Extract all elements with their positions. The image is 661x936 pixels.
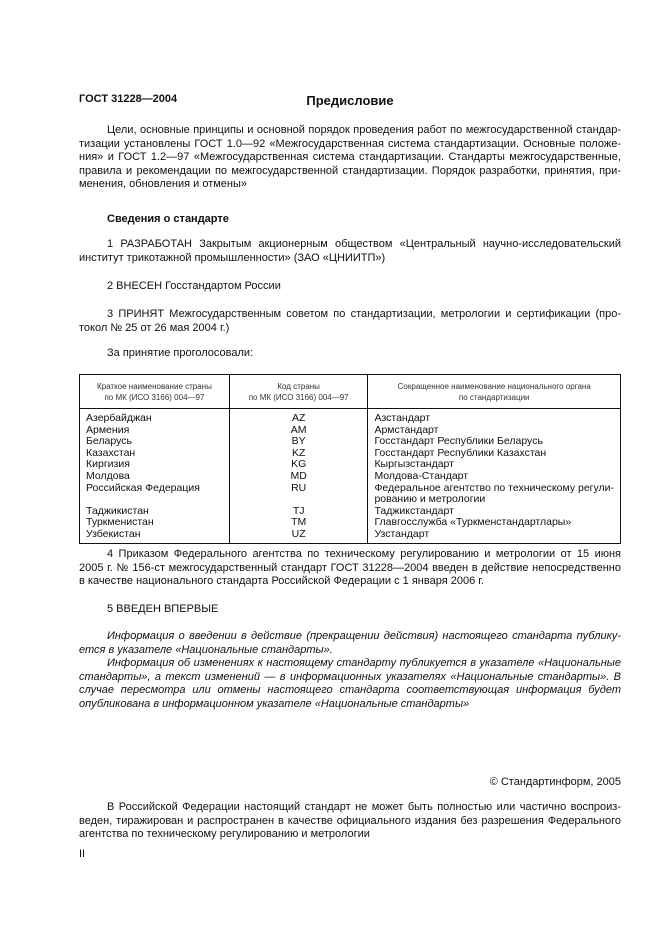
text-line: В Российской Федерации настоящий стандарт не может быть полностью или частично воспроиз- [107, 801, 621, 813]
country-name: Азербайджан [80, 409, 230, 425]
header-line: по МК (ИСО 3166) 004—97 [104, 392, 205, 402]
reproduction-notice [79, 801, 621, 842]
text-line: Информация о введении в действие (прекращении действия) настоящего стандарта публику- [107, 630, 621, 642]
standards-body: Главгосслужба «Туркменстандартлары» [368, 517, 621, 529]
page-number: II [79, 848, 86, 860]
voted-label: За принятие проголосовали: [107, 347, 254, 359]
text-line: токол № 25 от 26 мая 2004 г.) [79, 321, 230, 334]
text-line: тизации установлены ГОСТ 1.0—92 «Межгосударственная система стандартизации. Основные положе- [79, 137, 621, 150]
text-line: в качестве национального стандарта Российской Федерации с 1 января 2006 г. [79, 575, 484, 588]
country-code: TJ [229, 506, 368, 518]
document-header: ГОСТ 31228—2004 [79, 93, 178, 105]
standards-body: Узстандарт [368, 529, 621, 543]
text-line: институт трикотажной промышленности» (ЗАО «ЦНИИТП») [79, 251, 386, 264]
item-4 [79, 548, 621, 589]
text-line: 1 РАЗРАБОТАН Закрытым акционерным обществом «Центральный научно-исследовательский [107, 238, 621, 250]
intro-paragraph [79, 124, 621, 192]
table-row [80, 448, 621, 460]
header-line: Код страны [277, 381, 320, 391]
text-line: 3 ПРИНЯТ Межгосударственным советом по стандартизации, метрологии и сертификации (про- [107, 308, 621, 320]
country-code: AZ [229, 409, 368, 425]
standards-body: Кыргызстандарт [368, 459, 621, 471]
item-2: 2 ВНЕСЕН Госстандартом России [107, 280, 281, 292]
member-countries-table [79, 374, 621, 544]
column-header [229, 375, 368, 409]
standards-body: Армстандарт [368, 425, 621, 437]
text-line: опубликована в информационном указателе «Национальные стандарты» [79, 697, 470, 710]
country-name: Киргизия [80, 459, 230, 471]
item-1 [79, 238, 621, 265]
text-line: ется в указателе «Национальные стандарты». [79, 643, 333, 656]
header-line: Сокращенное наименование национального органа [397, 381, 591, 391]
text-line: стандарты», а текст изменений — в информационных указателях «Национальные стандарты». В [79, 670, 621, 683]
standards-body: Азстандарт [368, 409, 621, 425]
header-line: Краткое наименование страны [97, 381, 212, 391]
text-line: случае пересмотра или отмены настоящего стандарта соответствующая информация будет [79, 684, 621, 697]
text-line: агентства по техническому регулированию и метрологии [79, 828, 370, 841]
text-line: веден, тиражирован и распространен в качестве официального издания без разрешения Федерального [79, 814, 621, 827]
text-line: 4 Приказом Федерального агентства по техническому регулированию и метрологии от 15 июня [107, 548, 621, 560]
table-row [80, 409, 621, 425]
text-line: менения, обновления и отмены» [79, 178, 248, 191]
table-row [80, 529, 621, 543]
country-name: Узбекистан [80, 529, 230, 543]
standards-body: Федеральное агентство по техническому регули- рованию и метрологии [368, 483, 621, 506]
text-line: Цели, основные принципы и основной порядок проведения работ по межгосударственной стандар- [107, 124, 621, 136]
text-line: правила и рекомендации по межгосударственной стандартизации. Порядок разработки, принятия, при- [79, 164, 621, 177]
item-3 [79, 308, 621, 335]
text-line: ния» и ГОСТ 1.2—97 «Межгосударственная система стандартизации. Стандарты межгосударственные, [79, 151, 621, 164]
country-name: Армения [80, 425, 230, 437]
country-code: TM [229, 517, 368, 529]
section-title: Сведения о стандарте [107, 213, 229, 225]
column-header [368, 375, 621, 409]
country-name: Таджикистан [80, 506, 230, 518]
info-paragraph-1 [79, 630, 621, 657]
country-code: AM [229, 425, 368, 437]
standards-body: Госстандарт Республики Беларусь [368, 436, 621, 448]
header-line: по МК (ИСО 3166) 004—97 [248, 392, 349, 402]
table-row [80, 471, 621, 483]
country-code: MD [229, 471, 368, 483]
page-title: Предисловие [306, 93, 394, 108]
country-name: Молдова [80, 471, 230, 483]
column-header [80, 375, 230, 409]
copyright: © Стандартинформ, 2005 [489, 776, 621, 788]
text-line: Информация об изменениях к настоящему стандарту публикуется в указателе «Национальные [107, 657, 621, 669]
table-row [80, 483, 621, 506]
country-code: KZ [229, 448, 368, 460]
info-paragraph-2 [79, 657, 621, 711]
country-code: UZ [229, 529, 368, 543]
country-code: BY [229, 436, 368, 448]
table-row [80, 459, 621, 471]
country-name: Российская Федерация [80, 483, 230, 506]
table-header-row [80, 375, 621, 409]
country-code: RU [229, 483, 368, 506]
country-name: Беларусь [80, 436, 230, 448]
country-name: Казахстан [80, 448, 230, 460]
country-name: Туркменистан [80, 517, 230, 529]
table-row [80, 517, 621, 529]
header-line: по стандартизации [458, 392, 530, 402]
standards-body: Молдова-Стандарт [368, 471, 621, 483]
standards-body: Госстандарт Республики Казахстан [368, 448, 621, 460]
standards-body: Таджикстандарт [368, 506, 621, 518]
text-line: 2005 г. № 156-ст межгосударственный стандарт ГОСТ 31228—2004 введен в действие непосредственно [79, 561, 621, 574]
item-5: 5 ВВЕДЕН ВПЕРВЫЕ [107, 603, 219, 615]
country-code: KG [229, 459, 368, 471]
